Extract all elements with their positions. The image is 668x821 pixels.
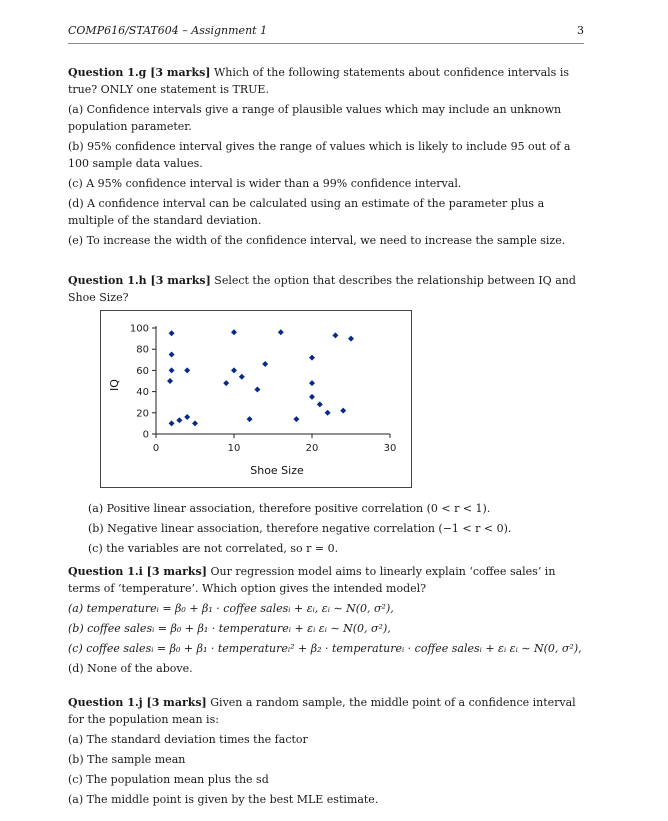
y-tick-label: 0 [142, 429, 149, 441]
option-c: (c) the variables are not correlated, so r = 0. [88, 542, 339, 555]
assignment-title: Assignment 1 [191, 24, 268, 37]
question-1h-heading: Question 1.h [3 marks] [68, 274, 211, 287]
option-d: (d) None of the above. [68, 662, 193, 675]
question-1g-prompt: Which of the following statements about confidence intervals is true? ONLY one statement is TRUE. [68, 66, 569, 96]
question-1i-stem [68, 563, 584, 597]
option-b: (b) The sample mean [68, 753, 186, 766]
running-header [68, 24, 584, 37]
question-1g [68, 64, 584, 252]
question-1j-stem [68, 694, 584, 728]
question-1h-prompt: Select the option that describes the relationship between IQ and Shoe Size? [68, 274, 576, 304]
option-a: (a) Positive linear association, therefore positive correlation (0 < r < 1). [88, 502, 491, 515]
option-e: (e) To increase the width of the confidence interval, we need to increase the sample size. [68, 234, 566, 247]
y-axis-label: IQ [108, 379, 121, 391]
header-dash: – [182, 24, 188, 37]
question-1j-prompt: Given a random sample, the middle point of a confidence interval for the population mean is: [68, 696, 576, 726]
x-tick-label: 10 [227, 443, 241, 454]
x-tick-label: 30 [383, 443, 397, 454]
option-c: (c) The population mean plus the sd [68, 773, 269, 786]
scatter-plot-svg [100, 310, 412, 488]
option-b: (b) coffee salesᵢ = β₀ + β₁ · temperatureᵢ + εᵢ εᵢ ∼ N(0, σ²), [68, 622, 391, 635]
y-tick-label: 100 [129, 323, 149, 335]
iq-shoe-size-scatter [100, 310, 412, 488]
option-b: (b) Negative linear association, therefore negative correlation (−1 < r < 0). [88, 522, 512, 535]
option-a: (a) Confidence intervals give a range of plausible values which may include an unknown population parameter. [68, 103, 562, 133]
y-tick-label: 60 [136, 365, 149, 377]
page-number: 3 [577, 24, 584, 37]
option-c: (c) A 95% confidence interval is wider than a 99% confidence interval. [68, 177, 462, 190]
x-tick-label: 0 [152, 443, 160, 454]
chart-border [101, 311, 412, 488]
question-1i [68, 563, 584, 680]
question-1g-heading: Question 1.g [3 marks] [68, 66, 211, 79]
header-rule [68, 43, 584, 44]
question-1i-prompt: Our regression model aims to linearly explain ‘coffee sales’ in terms of ‘temperature’. Which option gives the intended model? [68, 565, 556, 595]
x-tick-label: 20 [305, 443, 319, 454]
option-b: (b) 95% confidence interval gives the range of values which is likely to include 95 out of a 100 sample data values. [68, 140, 571, 170]
course-code: COMP616/STAT604 [68, 24, 179, 37]
x-axis-label: Shoe Size [250, 464, 304, 477]
question-1h-stem [68, 272, 584, 309]
option-a: (a) The standard deviation times the factor [68, 733, 308, 746]
question-1j [68, 694, 584, 811]
option-d: (d) A confidence interval can be calculated using an estimate of the parameter plus a multiple of the standard deviation. [68, 197, 545, 227]
option-c: (c) coffee salesᵢ = β₀ + β₁ · temperatureᵢ² + β₂ · temperatureᵢ · coffee salesᵢ + εᵢ εᵢ ∼ N(0, σ²), [68, 642, 582, 655]
option-d: (a) The middle point is given by the best MLE estimate. [68, 793, 379, 806]
y-tick-label: 40 [136, 387, 149, 399]
y-tick-label: 80 [136, 344, 149, 356]
question-1g-stem [68, 64, 584, 98]
question-1h-options [88, 500, 584, 560]
question-1i-heading: Question 1.i [3 marks] [68, 565, 207, 578]
question-1j-heading: Question 1.j [3 marks] [68, 696, 207, 709]
y-tick-label: 20 [136, 408, 149, 420]
option-a: (a) temperatureᵢ = β₀ + β₁ · coffee salesᵢ + εᵢ, εᵢ ∼ N(0, σ²), [68, 602, 394, 615]
